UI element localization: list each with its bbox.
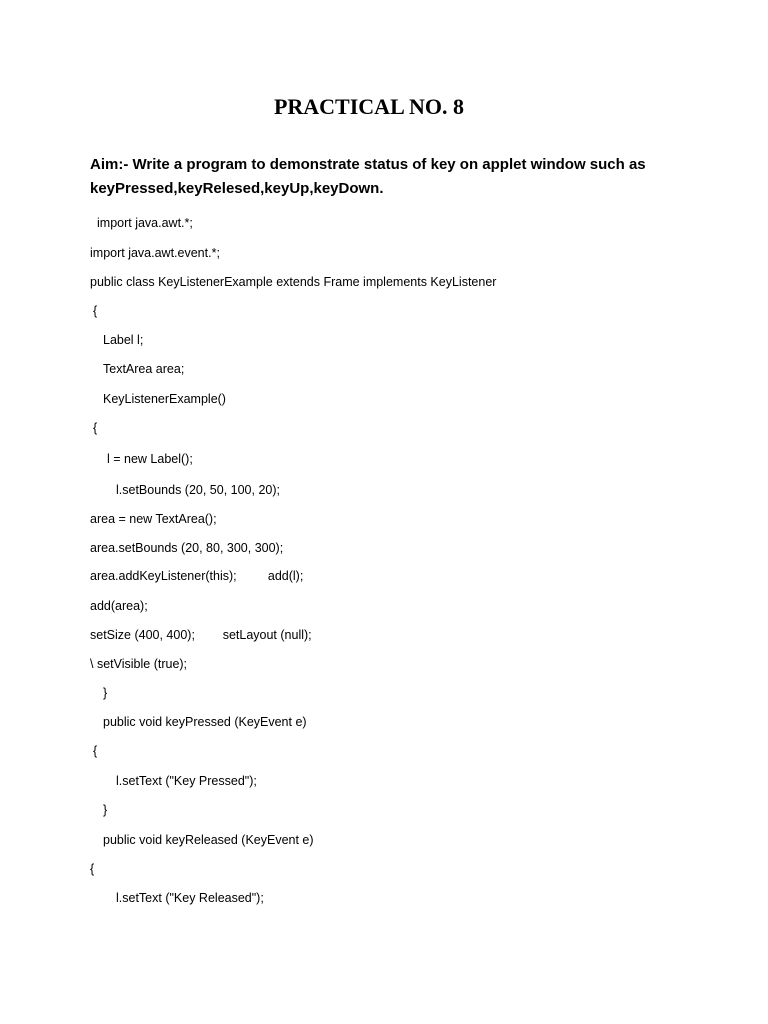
code-line: {: [93, 421, 98, 435]
code-line: area.addKeyListener(this); add(l);: [90, 569, 304, 583]
code-line: l.setBounds (20, 50, 100, 20);: [116, 483, 280, 497]
code-line: area = new TextArea();: [90, 512, 217, 526]
code-line: public void keyPressed (KeyEvent e): [103, 715, 307, 729]
code-line: \ setVisible (true);: [90, 657, 188, 671]
code-line: {: [90, 862, 95, 876]
code-line: Label l;: [103, 333, 144, 347]
code-line: {: [93, 304, 98, 318]
code-line: import java.awt.event.*;: [90, 246, 220, 260]
page-title: PRACTICAL NO. 8: [273, 94, 465, 119]
code-line: l = new Label();: [107, 452, 193, 466]
aim-line-2: keyPressed,keyRelesed,keyUp,keyDown.: [90, 180, 384, 197]
code-line: public class KeyListenerExample extends Frame implements KeyListener: [90, 275, 497, 289]
code-line: l.setText ("Key Pressed");: [116, 774, 257, 788]
code-line: add(area);: [90, 599, 148, 613]
code-line: KeyListenerExample(): [103, 392, 226, 406]
code-line: {: [93, 744, 98, 758]
code-line: area.setBounds (20, 80, 300, 300);: [90, 541, 284, 555]
code-line: }: [103, 686, 108, 700]
code-line: setSize (400, 400); setLayout (null);: [90, 628, 312, 642]
code-line: }: [103, 803, 108, 817]
aim-line-1: Aim:- Write a program to demonstrate status of key on applet window such as: [90, 156, 646, 173]
code-line: public void keyReleased (KeyEvent e): [103, 833, 314, 847]
code-line: import java.awt.*;: [97, 216, 193, 230]
code-line: TextArea area;: [103, 362, 185, 376]
code-line: l.setText ("Key Released");: [116, 891, 264, 905]
